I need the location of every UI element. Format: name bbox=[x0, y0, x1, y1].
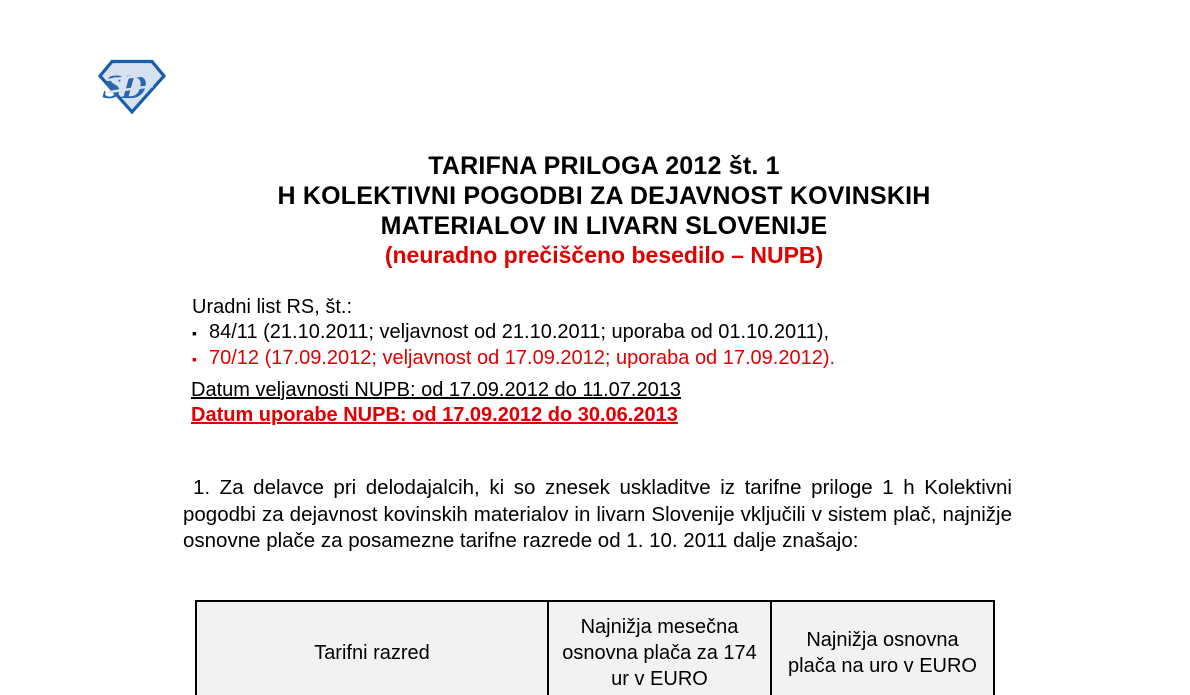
title-subtitle-nupb: (neuradno prečiščeno besedilo – NUPB) bbox=[384, 242, 824, 268]
document-title bbox=[195, 151, 1013, 270]
gazette-heading: Uradni list RS, št.: bbox=[192, 296, 353, 318]
logo-letters: SD bbox=[100, 69, 149, 106]
table-header-row bbox=[196, 601, 994, 695]
table-header-monthly-pay: Najnižja mesečna osnovna plača za 174 ur v EURO bbox=[548, 601, 771, 695]
validity-block bbox=[191, 378, 681, 428]
square-bullet-icon: ▪ bbox=[192, 351, 197, 367]
title-line-3: MATERIALOV IN LIVARN SLOVENIJE bbox=[380, 212, 828, 240]
official-gazette-block bbox=[192, 295, 835, 372]
intro-paragraph: 1. Za delavce pri delodajalcih, ki so znesek uskladitve iz tarifne priloge 1 h Kolektivni pogodbi za dejavnost kovinskih materialov in livarn Slovenije vključili v sistem plač, najnižje osnovne plače za posamezne tarifne razrede od 1. 10. 2011 dalje znašajo: bbox=[183, 476, 1012, 552]
usage-date-line: Datum uporabe NUPB: od 17.09.2012 do 30.06.2013 bbox=[191, 404, 678, 426]
table-header-hourly-pay: Najnižja osnovna plača na uro v EURO bbox=[771, 601, 994, 695]
wage-table bbox=[195, 600, 995, 695]
validity-date-line: Datum veljavnosti NUPB: od 17.09.2012 do 11.07.2013 bbox=[191, 379, 681, 401]
title-line-1: TARIFNA PRILOGA 2012 št. 1 bbox=[428, 152, 780, 180]
square-bullet-icon: ▪ bbox=[192, 325, 197, 341]
gazette-item-text: 70/12 (17.09.2012; veljavnost od 17.09.2012; uporaba od 17.09.2012). bbox=[209, 347, 836, 369]
title-line-2: H KOLEKTIVNI POGODBI ZA DEJAVNOST KOVINSKIH bbox=[277, 182, 931, 210]
sd-diamond-logo-icon bbox=[97, 58, 167, 115]
gazette-item-text: 84/11 (21.10.2011; veljavnost od 21.10.2011; uporaba od 01.10.2011), bbox=[209, 321, 830, 343]
gazette-item bbox=[192, 346, 835, 372]
gazette-item bbox=[192, 320, 835, 346]
table-header-tarifni-razred: Tarifni razred bbox=[196, 601, 548, 695]
